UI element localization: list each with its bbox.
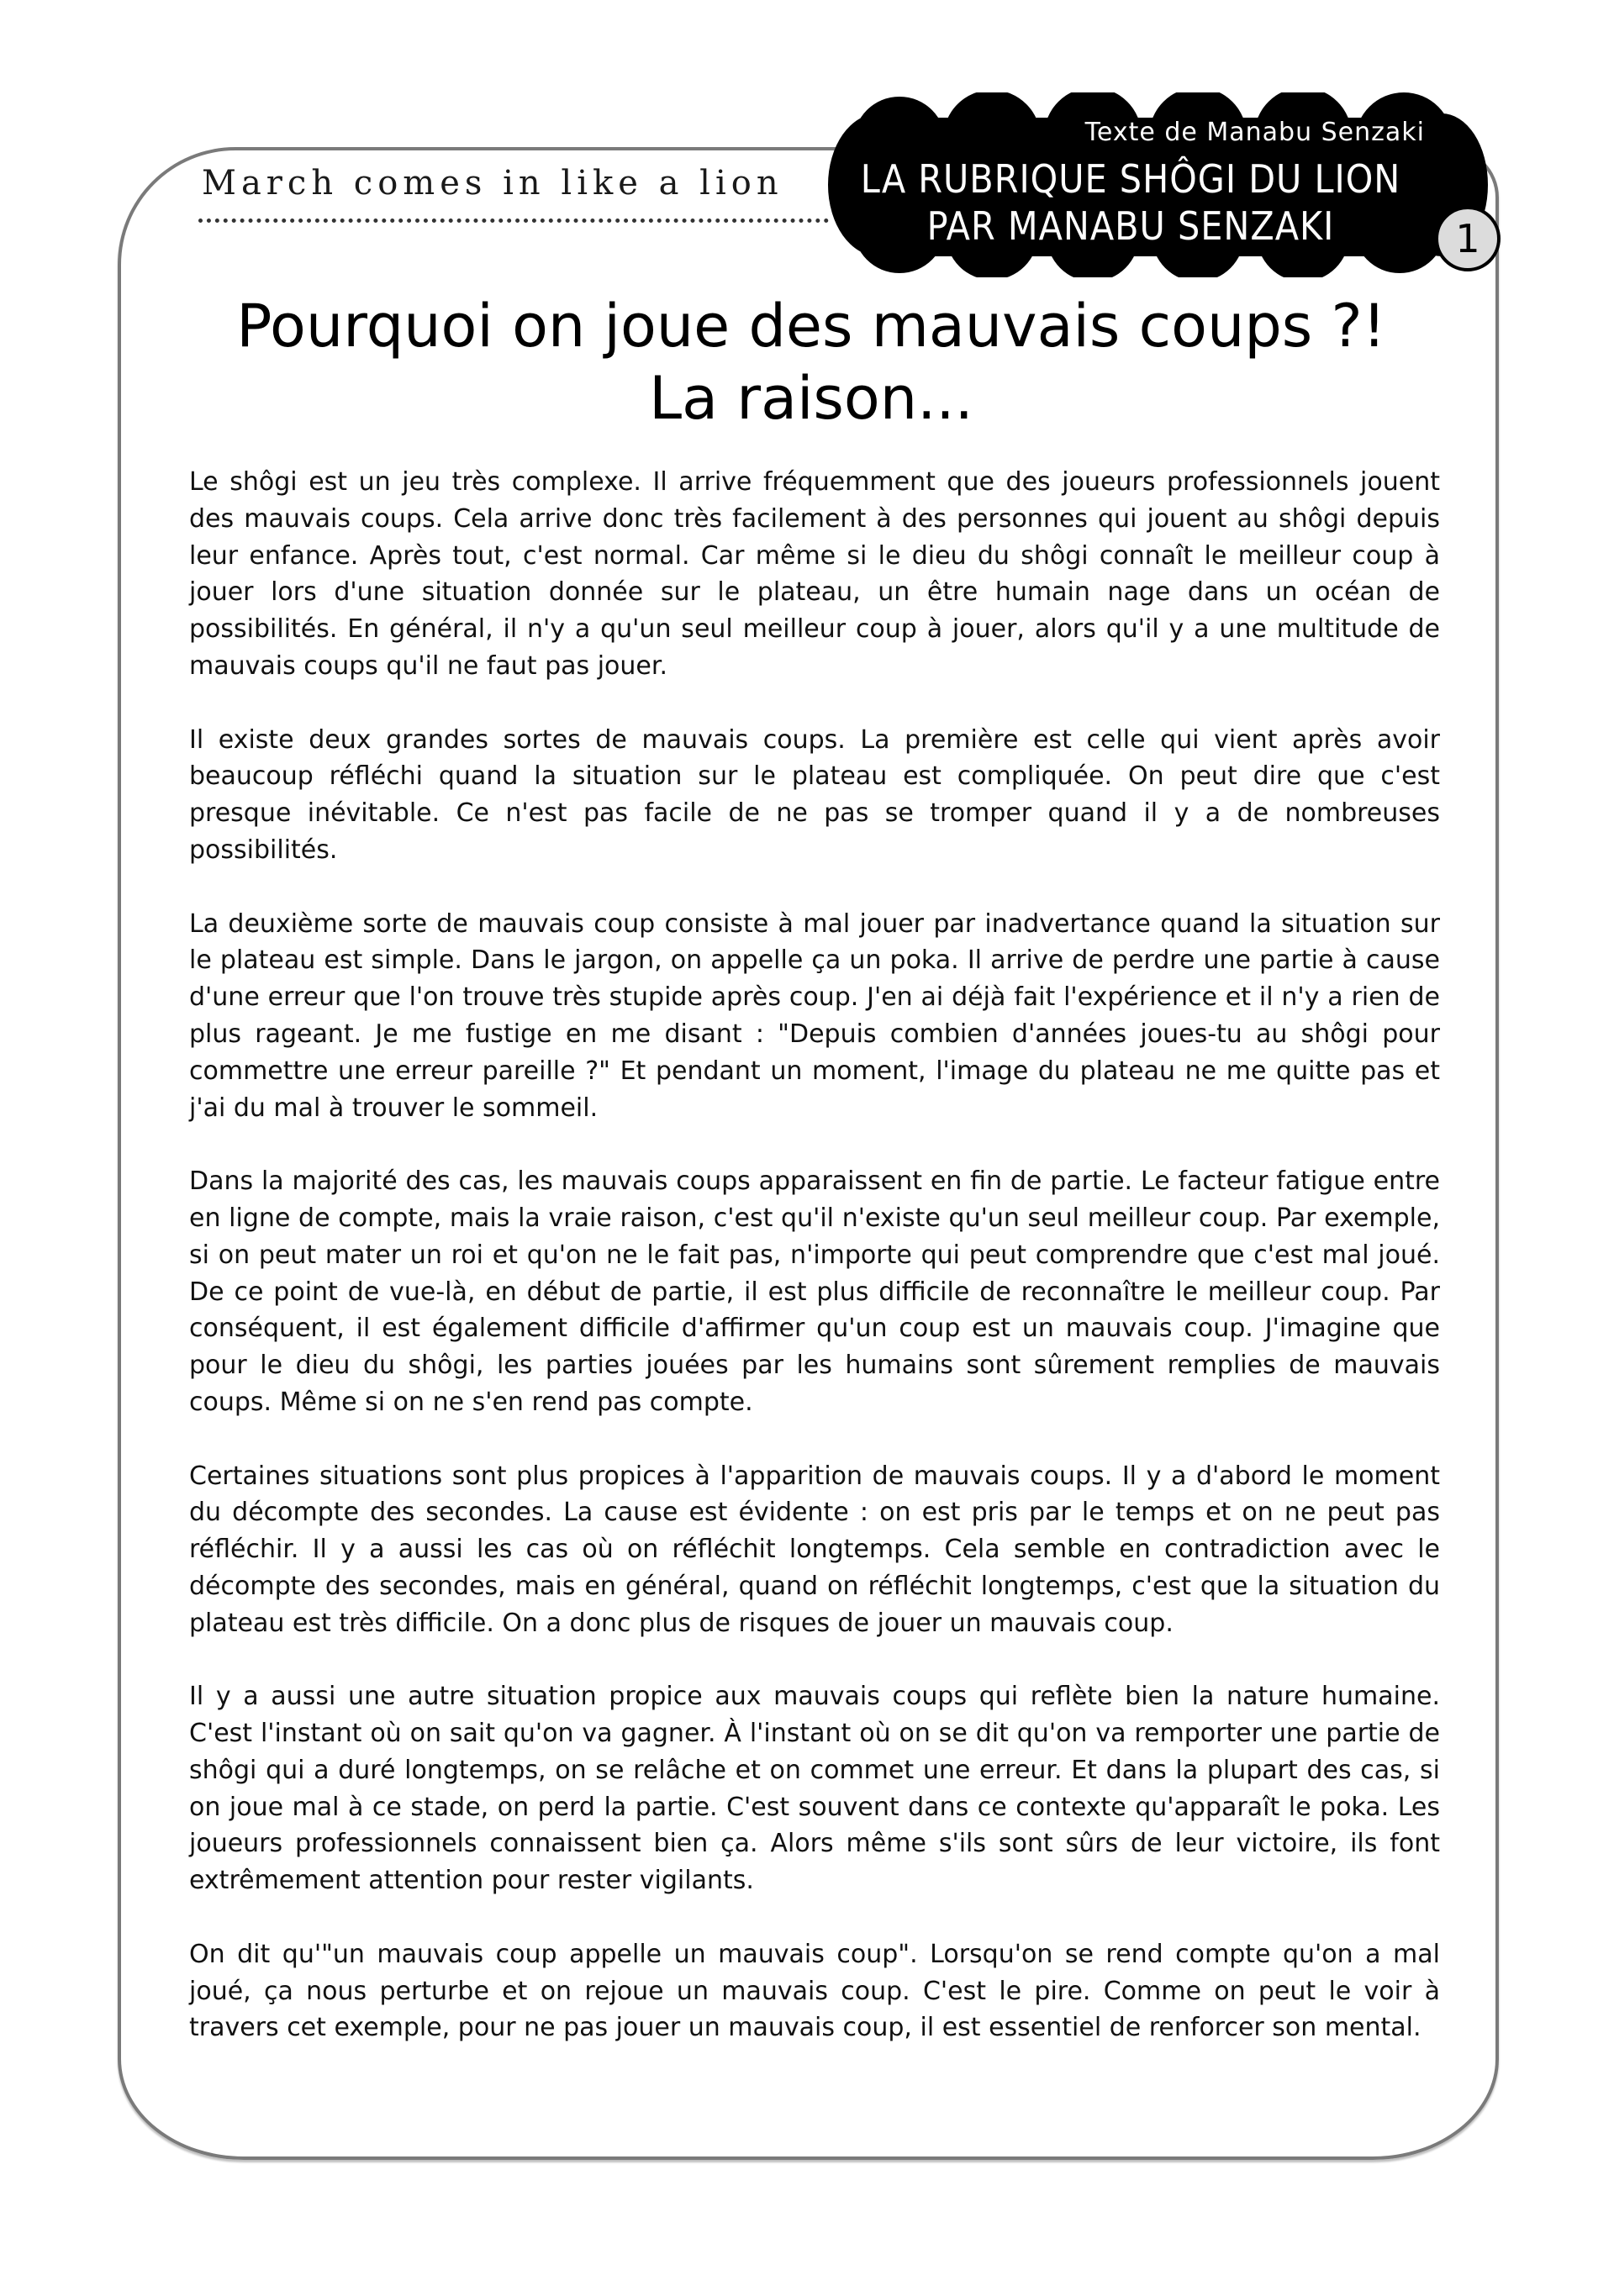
paragraph: Dans la majorité des cas, les mauvais coups apparaissent en fin de partie. Le facteur fatigue entre en ligne de compte, mais la vraie raison, c'est qu'il n'existe qu'un seul meilleur coup. Par exemple, si on peut mater un roi et qu'on ne le fait pas, n'importe qui peut comprendre que c'est mal joué. De ce point de vue-là, en début de partie, il est plus difficile de reconnaître le meilleur coup. Par conséquent, il est également difficile d'affirmer qu'un coup est un mauvais coup. J'imagine que pour le dieu du shôgi, les parties jouées par les humains sont sûrement remplies de mauvais coups. Même si on ne s'en rend pas compte. — [189, 1166, 1440, 1417]
article-title-line1: Pourquoi on joue des mauvais coups ?! — [236, 292, 1386, 361]
column-header-badge — [828, 92, 1501, 277]
author-credit: Texte de Manabu Senzaki — [1084, 118, 1425, 147]
dotted-divider — [198, 219, 829, 223]
article-body — [189, 464, 1440, 2083]
paragraph: Certaines situations sont plus propices à l'apparition de mauvais coups. Il y a d'abord le moment du décompte des secondes. La cause est évidente : on est pris par le temps et on ne peut pas réfléchir. Il y a aussi les cas où on réfléchit longtemps. Cela semble en contradiction avec le décompte des secondes, mais en général, quand on réfléchit longtemps, c'est que la situation du plateau est très difficile. On a donc plus de risques de jouer un mauvais coup. — [189, 1461, 1440, 1638]
paragraph: La deuxième sorte de mauvais coup consiste à mal jouer par inadvertance quand la situation sur le plateau est simple. Dans le jargon, on appelle ça un poka. Il arrive de perdre une partie à cause d'une erreur que l'on trouve très stupide après coup. J'en ai déjà fait l'expérience et il n'y a rien de plus rageant. Je me fustige en me disant : "Depuis combien d'années joues-tu au shôgi pour commettre une erreur pareille ?" Et pendant un moment, l'image du plateau ne me quitte pas et j'ai du mal à trouver le sommeil. — [189, 908, 1440, 1123]
article-title — [168, 290, 1454, 434]
issue-number-badge: 1 — [1435, 206, 1501, 271]
paragraph: Il y a aussi une autre situation propice aux mauvais coups qui reflète bien la nature humaine. C'est l'instant où on sait qu'on va gagner. À l'instant où on se dit qu'on va remporter une partie de shôgi qui a duré longtemps, on se relâche et on commet une erreur. Et dans la plupart des cas, si on joue mal à ce stade, on perd la partie. C'est souvent dans ce contexte qu'apparaît le poka. Les joueurs professionnels connaissent bien ça. Alors même s'ils sont sûrs de leur victoire, ils font extrêmement attention pour rester vigilants. — [189, 1682, 1440, 1896]
series-title: March comes in like a lion — [202, 164, 783, 203]
column-title-line1: LA RUBRIQUE SHÔGI DU LION — [860, 156, 1401, 202]
paragraph: Le shôgi est un jeu très complexe. Il arrive fréquemment que des joueurs professionnels jouent des mauvais coups. Cela arrive donc très facilement à des personnes qui jouent au shôgi depuis leur enfance. Après tout, c'est normal. Car même si le dieu du shôgi connaît le meilleur coup à jouer lors d'une situation donnée sur le plateau, un être humain nage dans un océan de possibilités. En général, il n'y a qu'un seul meilleur coup à jouer, alors qu'il y a une multitude de mauvais coups qu'il ne faut pas jouer. — [189, 467, 1440, 681]
paragraph: Il existe deux grandes sortes de mauvais coups. La première est celle qui vient après avoir beaucoup réfléchi quand la situation sur le plateau est compliquée. On peut dire que c'est presque inévitable. Ce n'est pas facile de ne pas se tromper quand il y a de nombreuses possibilités. — [189, 724, 1440, 865]
paragraph: On dit qu'"un mauvais coup appelle un mauvais coup". Lorsqu'on se rend compte qu'on a mal joué, ça nous perturbe et on rejoue un mauvais coup. C'est le pire. Comme on peut le voir à travers cet exemple, pour ne pas jouer un mauvais coup, il est essentiel de renforcer son mental. — [189, 1939, 1440, 2043]
article-title-line2: La raison... — [649, 364, 973, 433]
column-title-line2: PAR MANABU SENZAKI — [926, 203, 1335, 249]
